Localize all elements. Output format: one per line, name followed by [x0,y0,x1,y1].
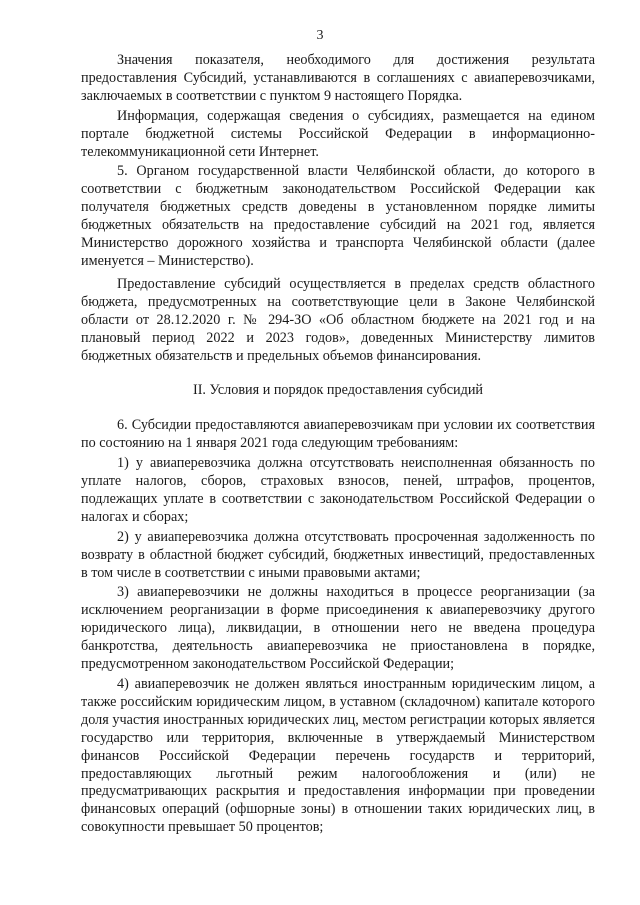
paragraph-target-indicators: Значения показателя, необходимого для достижения результата предоставления Субсидий, устанавливаются в соглашениях с авиаперевозчиками, заключаемых в соответствии с пунктом 9 настоящего Порядка. [81,52,595,104]
paragraph-requirement-3: 3) авиаперевозчики не должны находиться в процессе реорганизации (за исключением реорганизации в форме присоединения к авиаперевозчику другого юридического лица), ликвидации, в отношении него не введена процедура банкротства, деятельность авиаперевозчика не приостановлена в порядке, предусмотренном законодательством Российской Федерации; [81,584,595,673]
paragraph-requirement-1: 1) у авиаперевозчика должна отсутствовать неисполненная обязанность по уплате налогов, сборов, страховых взносов, пеней, штрафов, процентов, подлежащих уплате в соответствии с законодательством Российской Федерации о налогах и сборах; [81,455,595,525]
paragraph-requirement-4: 4) авиаперевозчик не должен являться иностранным юридическим лицом, а также российским юридическим лицом, в уставном (складочном) капитале которого доля участия иностранных юридических лиц, местом регистрации которых является государство или территория, включенные в утверждаемый Министерством финансов Российской Федерации перечень государств и территорий, предоставляющих льготный режим налогообложения и (или) не предусматривающих раскрытия и предоставления информации при проведении финансовых операций (офшорные зоны) в отношении таких юридических лиц, в совокупности превышает 50 процентов; [81,676,595,836]
paragraph-clause-6: 6. Субсидии предоставляются авиаперевозчикам при условии их соответствия по состоянию на 1 января 2021 года следующим требованиям: [81,417,595,452]
page-number: 3 [316,28,324,43]
document-body [81,52,595,837]
paragraph-subsidy-info: Информация, содержащая сведения о субсидиях, размещается на едином портале бюджетной системы Российской Федерации в информационно-телекоммуникационной сети Интернет. [81,107,595,160]
paragraph-requirement-2: 2) у авиаперевозчика должна отсутствовать просроченная задолженность по возврату в областной бюджет субсидий, бюджетных инвестиций, предоставленных в том числе в соответствии с иными правовыми актами; [81,528,595,581]
paragraph-clause-5: 5. Органом государственной власти Челябинской области, до которого в соответствии с бюджетным законодательством Российской Федерации как получателя бюджетных средств доведены в установленном порядке лимиты бюджетных обязательств на предоставление субсидий на 2021 год, является Министерство дорожного хозяйства и транспорта Челябинской области (далее именуется – Министерство). [81,163,595,269]
section-title: II. Условия и порядок предоставления субсидий [192,382,484,399]
paragraph-budget-limits: Предоставление субсидий осуществляется в пределах средств областного бюджета, предусмотренных на соответствующие цели в Законе Челябинской области от 28.12.2020 г. № 294-ЗО «Об областном бюджете на 2021 год и на плановый период 2022 и 2023 годов», доведенных Министерству лимитов бюджетных обязательств и предельных объемов финансирования. [81,275,595,364]
